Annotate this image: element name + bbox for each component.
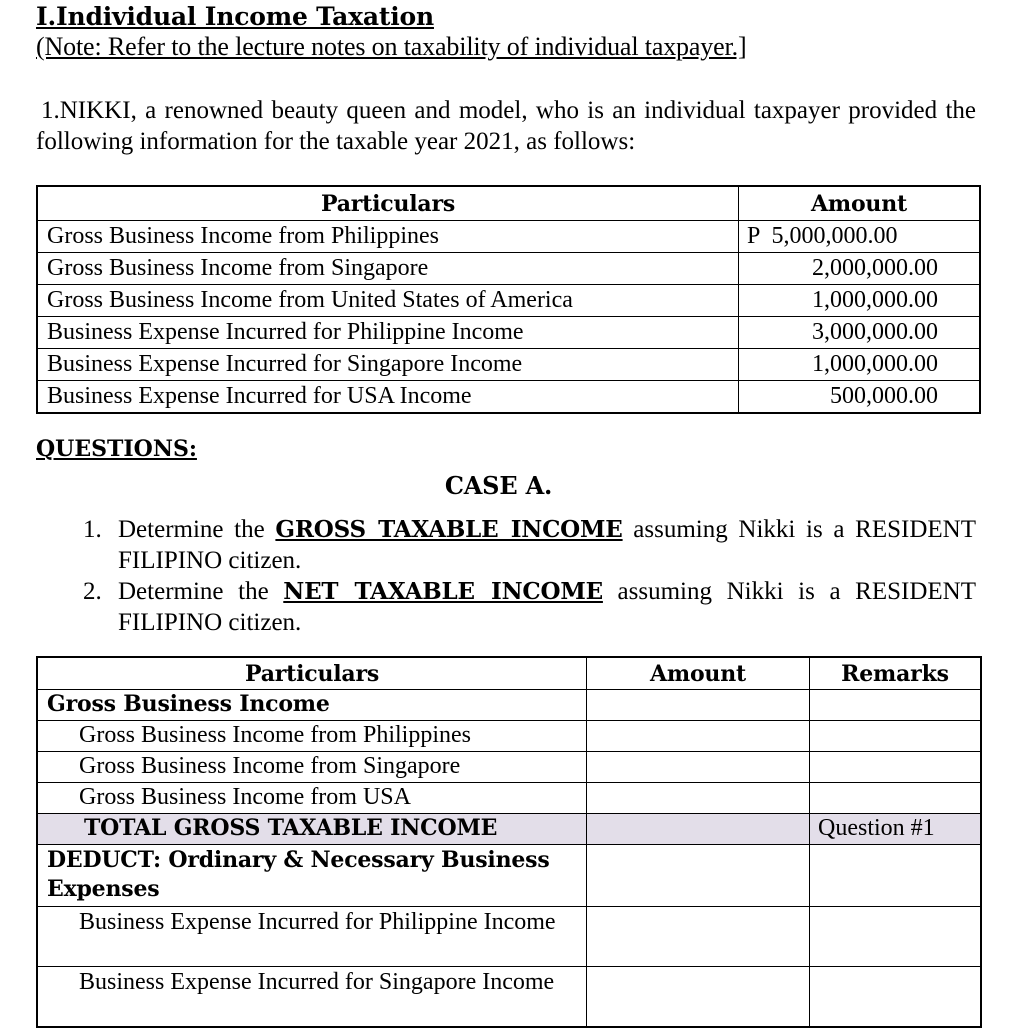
question-emphasis: NET TAXABLE INCOME xyxy=(283,578,603,605)
cell-amount: 3,000,000.00 xyxy=(739,317,981,349)
page-title xyxy=(36,0,976,31)
cell-amount-input[interactable] xyxy=(587,721,810,752)
table-header-row xyxy=(37,186,980,221)
cell-remarks-input[interactable] xyxy=(810,783,982,814)
cell-particular: Gross Business Income from USA xyxy=(37,783,587,814)
cell-particular: Business Expense Incurred for Philippine Income xyxy=(37,317,739,349)
cell-particular: Gross Business Income from Singapore xyxy=(37,253,739,285)
cell-amount-input[interactable] xyxy=(587,845,810,907)
cell-particular: Business Expense Incurred for USA Income xyxy=(37,381,739,414)
cell-amount: 1,000,000.00 xyxy=(739,349,981,381)
cell-amount-input[interactable] xyxy=(587,967,810,1028)
list-item xyxy=(108,576,976,638)
column-header-amount: Amount xyxy=(739,186,981,221)
questions-label-text: QUESTIONS: xyxy=(36,436,197,462)
cell-amount-input[interactable] xyxy=(587,814,810,845)
cell-amount: 500,000.00 xyxy=(739,381,981,414)
answer-table xyxy=(36,656,982,1028)
table-row xyxy=(37,285,980,317)
data-table-container xyxy=(36,157,976,414)
cell-amount-input[interactable] xyxy=(587,752,810,783)
cell-remarks-input[interactable] xyxy=(810,907,982,967)
question-emphasis: GROSS TAXABLE INCOME xyxy=(275,516,623,543)
page-title-text: Individual Income Taxation xyxy=(56,2,434,31)
cell-particular: Gross Business Income from Philippines xyxy=(37,721,587,752)
cell-particular: TOTAL GROSS TAXABLE INCOME xyxy=(37,814,587,845)
table-row xyxy=(37,690,981,721)
question-lead: Determine the xyxy=(118,516,276,543)
column-header-particulars: Particulars xyxy=(37,657,587,690)
cell-amount: 2,000,000.00 xyxy=(739,253,981,285)
cell-particular: Business Expense Incurred for Singapore Income xyxy=(37,967,587,1028)
cell-remarks-input[interactable] xyxy=(810,752,982,783)
list-item xyxy=(108,514,976,576)
cell-remarks-input[interactable] xyxy=(810,721,982,752)
cell-remarks-input[interactable] xyxy=(810,967,982,1028)
cell-amount-input[interactable] xyxy=(587,783,810,814)
table-header-row xyxy=(37,657,981,690)
cell-amount: 1,000,000.00 xyxy=(739,285,981,317)
case-title: CASE A. xyxy=(444,471,553,500)
question-lead: Determine the xyxy=(118,578,284,605)
table-row xyxy=(37,721,981,752)
table-row xyxy=(37,221,980,253)
column-header-amount: Amount xyxy=(587,657,810,690)
cell-remarks-question-ref: Question #1 xyxy=(810,814,982,845)
document-note-text: (Note: Refer to the lecture notes on taxability of individual taxpayer.] xyxy=(36,32,747,61)
column-header-particulars: Particulars xyxy=(37,186,739,221)
table-row xyxy=(37,317,980,349)
data-table xyxy=(36,185,981,414)
table-row xyxy=(37,253,980,285)
table-row-total-highlighted xyxy=(37,814,981,845)
cell-remarks-input[interactable] xyxy=(810,845,982,907)
questions-list xyxy=(36,500,976,638)
questions-label xyxy=(36,414,976,462)
cell-particular: Gross Business Income from United States of America xyxy=(37,285,739,317)
intro-paragraph: 1.NIKKI, a renowned beauty queen and model, who is an individual taxpayer provided the following information for the taxable year 2021, as follows: xyxy=(36,97,976,155)
cell-particular: Business Expense Incurred for Philippine Income xyxy=(37,907,587,967)
cell-remarks-input[interactable] xyxy=(810,690,982,721)
table-row xyxy=(37,381,980,414)
question-tail: assuming Nikki is a RESIDENT FILIPINO citizen. xyxy=(118,516,976,574)
cell-particular: Gross Business Income from Singapore xyxy=(37,752,587,783)
page-title-number: I. xyxy=(36,2,56,31)
cell-particular: DEDUCT: Ordinary & Necessary Business Expenses xyxy=(37,845,587,907)
table-row xyxy=(37,907,981,967)
document-note xyxy=(36,31,976,62)
table-row xyxy=(37,845,981,907)
question-tail: assuming Nikki is a RESIDENT FILIPINO citizen. xyxy=(118,578,976,636)
table-row xyxy=(37,752,981,783)
cell-amount-input[interactable] xyxy=(587,690,810,721)
table-row xyxy=(37,967,981,1028)
cell-amount-input[interactable] xyxy=(587,907,810,967)
answer-table-container xyxy=(36,638,976,1028)
table-row xyxy=(37,349,980,381)
table-row xyxy=(37,783,981,814)
column-header-remarks: Remarks xyxy=(810,657,982,690)
cell-particular: Gross Business Income xyxy=(37,690,587,721)
cell-amount: P 5,000,000.00 xyxy=(739,221,981,253)
cell-particular: Gross Business Income from Philippines xyxy=(37,221,739,253)
cell-particular: Business Expense Incurred for Singapore Income xyxy=(37,349,739,381)
